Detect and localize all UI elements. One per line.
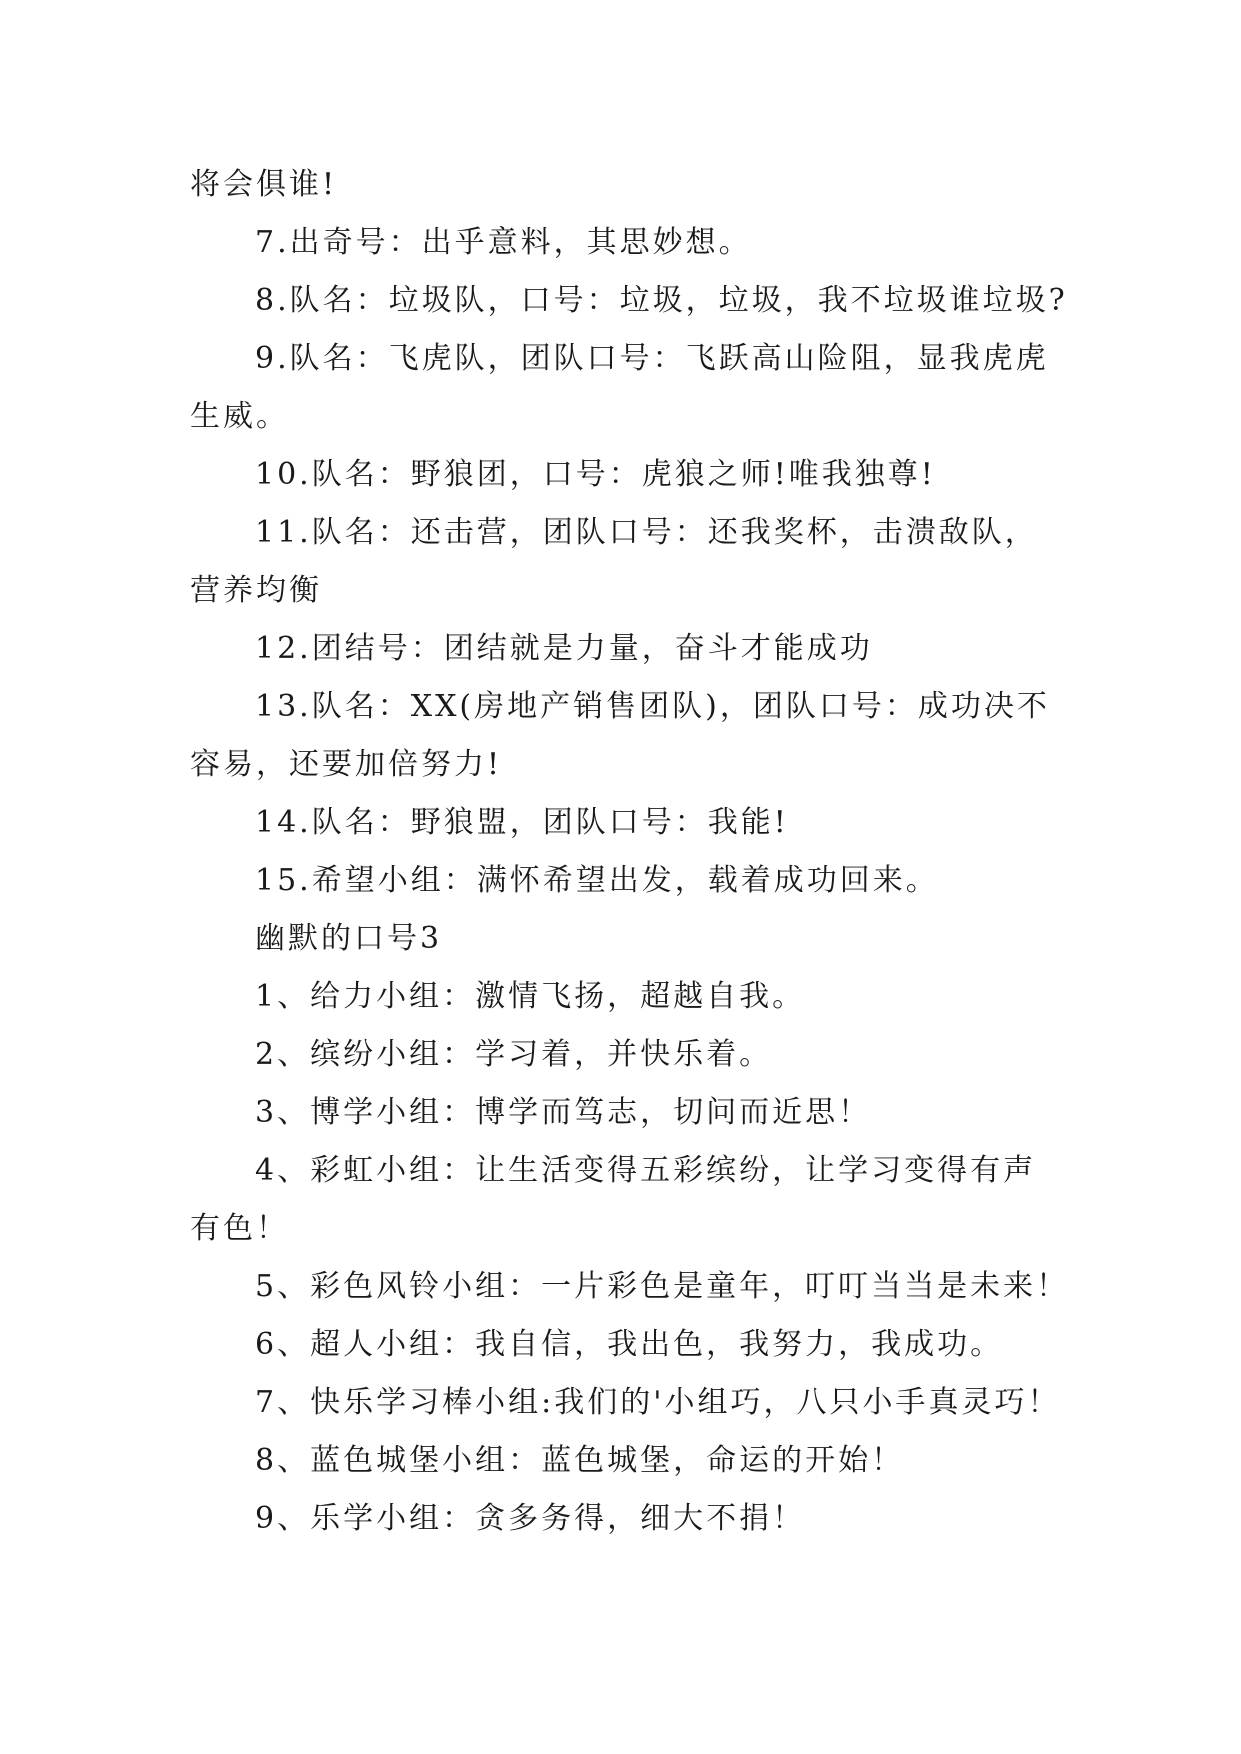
- text-line: 4、彩虹小组：让生活变得五彩缤纷，让学习变得有声: [255, 1153, 1037, 1188]
- text-line: 7.出奇号：出乎意料，其思妙想。: [255, 225, 752, 260]
- text-line: 12.团结号：团结就是力量，奋斗才能成功: [255, 631, 873, 666]
- text-line: 8.队名：垃圾队，口号：垃圾，垃圾，我不垃圾谁垃圾?: [255, 283, 1068, 318]
- text-line: 5、彩色风铃小组：一片彩色是童年，叮叮当当是未来！: [255, 1269, 1070, 1304]
- text-line: 9、乐学小组：贪多务得，细大不捐！: [255, 1501, 806, 1536]
- text-line: 1、给力小组：激情飞扬，超越自我。: [255, 979, 806, 1014]
- text-line: 3、博学小组：博学而笃志，切问而近思！: [255, 1095, 872, 1130]
- text-line: 将会俱谁!: [190, 167, 338, 202]
- text-line: 生威。: [190, 399, 289, 434]
- text-line: 8、蓝色城堡小组：蓝色城堡，命运的开始！: [255, 1443, 905, 1478]
- text-line: 14.队名：野狼盟，团队口号：我能!: [255, 805, 789, 840]
- text-line: 营养均衡: [190, 573, 322, 608]
- text-line: 有色！: [190, 1211, 289, 1246]
- text-line: 10.队名：野狼团，口号：虎狼之师!唯我独尊!: [255, 457, 936, 492]
- section-heading: 幽默的口号3: [255, 921, 443, 956]
- text-line: 9.队名：飞虎队，团队口号：飞跃高山险阻，显我虎虎: [255, 341, 1049, 376]
- text-line: 15.希望小组：满怀希望出发，载着成功回来。: [255, 863, 939, 898]
- text-line: 6、超人小组：我自信，我出色，我努力，我成功。: [255, 1327, 1004, 1362]
- text-line: 7、快乐学习棒小组:我们的'小组巧，八只小手真灵巧！: [255, 1385, 1061, 1420]
- text-line: 2、缤纷小组：学习着，并快乐着。: [255, 1037, 773, 1072]
- text-line: 容易，还要加倍努力!: [190, 747, 503, 782]
- text-line: 13.队名：XX(房地产销售团队)，团队口号：成功决不: [255, 689, 1050, 724]
- text-line: 11.队名：还击营，团队口号：还我奖杯，击溃敌队，: [255, 515, 1038, 550]
- document-body: [190, 156, 1070, 1548]
